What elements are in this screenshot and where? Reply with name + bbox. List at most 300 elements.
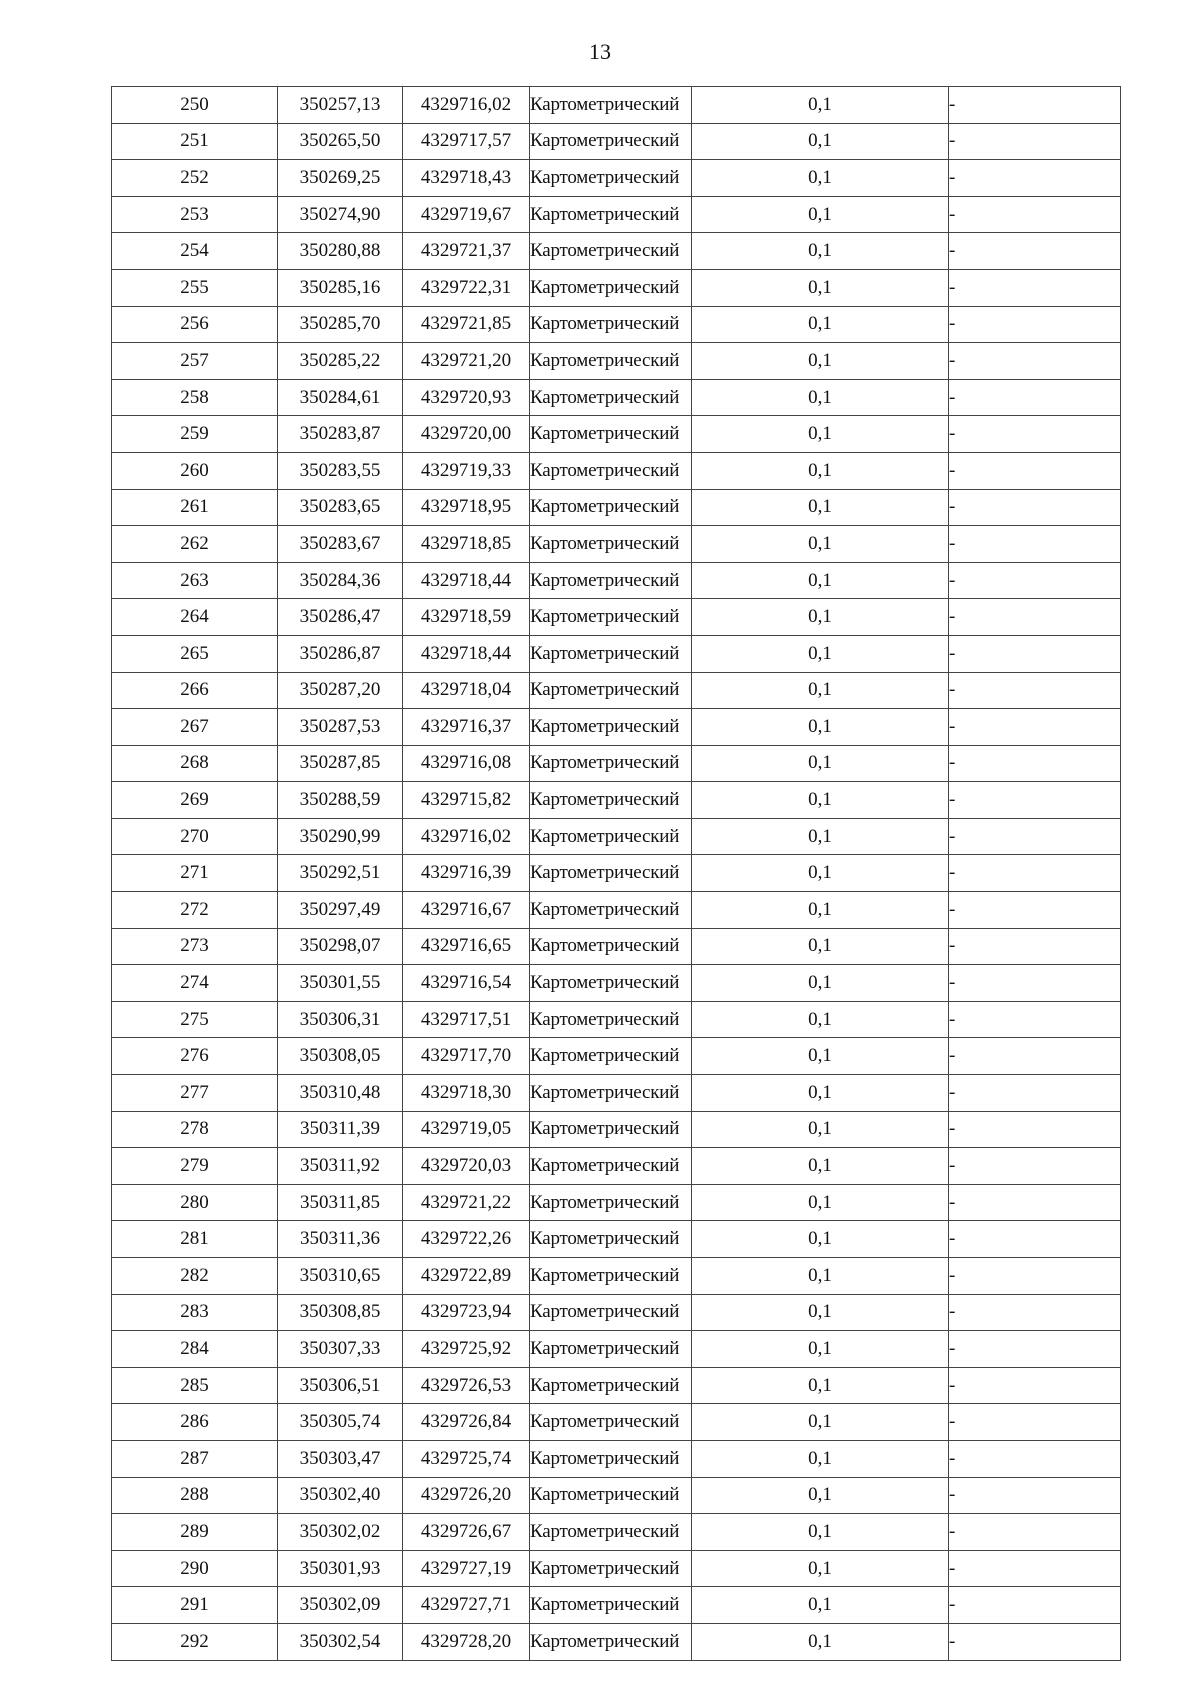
precision-cell: 0,1 [692,1111,949,1148]
description-cell: - [949,599,1121,636]
table-row [112,709,1121,746]
method-cell: Картометрический [530,928,692,965]
y-coordinate-cell: 4329718,85 [403,526,530,563]
y-coordinate-cell: 4329716,02 [403,818,530,855]
table-row [112,1587,1121,1624]
point-number-cell: 268 [112,745,278,782]
method-cell: Картометрический [530,1587,692,1624]
precision-cell: 0,1 [692,1550,949,1587]
x-coordinate-cell: 350305,74 [278,1404,403,1441]
point-number-cell: 287 [112,1440,278,1477]
point-number-cell: 264 [112,599,278,636]
precision-cell: 0,1 [692,343,949,380]
x-coordinate-cell: 350284,36 [278,562,403,599]
method-cell: Картометрический [530,1038,692,1075]
point-number-cell: 250 [112,87,278,124]
coordinates-table [111,86,1121,1661]
table-row [112,928,1121,965]
y-coordinate-cell: 4329722,31 [403,269,530,306]
precision-cell: 0,1 [692,745,949,782]
method-cell: Картометрический [530,306,692,343]
description-cell: - [949,1001,1121,1038]
method-cell: Картометрический [530,526,692,563]
table-row [112,1111,1121,1148]
x-coordinate-cell: 350285,70 [278,306,403,343]
point-number-cell: 281 [112,1221,278,1258]
description-cell: - [949,818,1121,855]
point-number-cell: 267 [112,709,278,746]
table-row [112,526,1121,563]
x-coordinate-cell: 350283,67 [278,526,403,563]
method-cell: Картометрический [530,233,692,270]
table-row [112,1331,1121,1368]
y-coordinate-cell: 4329721,20 [403,343,530,380]
x-coordinate-cell: 350302,02 [278,1514,403,1551]
y-coordinate-cell: 4329725,74 [403,1440,530,1477]
table-row [112,87,1121,124]
description-cell: - [949,1367,1121,1404]
description-cell: - [949,160,1121,197]
description-cell: - [949,1038,1121,1075]
method-cell: Картометрический [530,1514,692,1551]
method-cell: Картометрический [530,818,692,855]
method-cell: Картометрический [530,123,692,160]
table-row [112,416,1121,453]
y-coordinate-cell: 4329720,93 [403,379,530,416]
x-coordinate-cell: 350310,48 [278,1075,403,1112]
y-coordinate-cell: 4329716,39 [403,855,530,892]
method-cell: Картометрический [530,489,692,526]
precision-cell: 0,1 [692,1258,949,1295]
x-coordinate-cell: 350298,07 [278,928,403,965]
precision-cell: 0,1 [692,452,949,489]
point-number-cell: 274 [112,965,278,1002]
y-coordinate-cell: 4329719,67 [403,196,530,233]
description-cell: - [949,1514,1121,1551]
point-number-cell: 258 [112,379,278,416]
y-coordinate-cell: 4329720,00 [403,416,530,453]
description-cell: - [949,1294,1121,1331]
method-cell: Картометрический [530,745,692,782]
method-cell: Картометрический [530,1184,692,1221]
precision-cell: 0,1 [692,526,949,563]
description-cell: - [949,855,1121,892]
method-cell: Картометрический [530,452,692,489]
method-cell: Картометрический [530,1148,692,1185]
description-cell: - [949,343,1121,380]
description-cell: - [949,416,1121,453]
table-row [112,1550,1121,1587]
precision-cell: 0,1 [692,892,949,929]
x-coordinate-cell: 350283,55 [278,452,403,489]
description-cell: - [949,1148,1121,1185]
description-cell: - [949,1184,1121,1221]
method-cell: Картометрический [530,635,692,672]
precision-cell: 0,1 [692,269,949,306]
description-cell: - [949,1477,1121,1514]
method-cell: Картометрический [530,855,692,892]
method-cell: Картометрический [530,1258,692,1295]
method-cell: Картометрический [530,599,692,636]
x-coordinate-cell: 350308,85 [278,1294,403,1331]
table-row [112,745,1121,782]
point-number-cell: 280 [112,1184,278,1221]
x-coordinate-cell: 350306,51 [278,1367,403,1404]
description-cell: - [949,269,1121,306]
point-number-cell: 254 [112,233,278,270]
description-cell: - [949,1404,1121,1441]
point-number-cell: 288 [112,1477,278,1514]
table-row [112,269,1121,306]
method-cell: Картометрический [530,1404,692,1441]
description-cell: - [949,196,1121,233]
table-row [112,489,1121,526]
y-coordinate-cell: 4329721,37 [403,233,530,270]
x-coordinate-cell: 350311,85 [278,1184,403,1221]
x-coordinate-cell: 350308,05 [278,1038,403,1075]
y-coordinate-cell: 4329721,85 [403,306,530,343]
method-cell: Картометрический [530,196,692,233]
method-cell: Картометрический [530,1294,692,1331]
point-number-cell: 276 [112,1038,278,1075]
method-cell: Картометрический [530,1111,692,1148]
precision-cell: 0,1 [692,1477,949,1514]
y-coordinate-cell: 4329718,04 [403,672,530,709]
y-coordinate-cell: 4329718,44 [403,635,530,672]
precision-cell: 0,1 [692,379,949,416]
point-number-cell: 289 [112,1514,278,1551]
x-coordinate-cell: 350302,09 [278,1587,403,1624]
point-number-cell: 291 [112,1587,278,1624]
y-coordinate-cell: 4329721,22 [403,1184,530,1221]
description-cell: - [949,928,1121,965]
x-coordinate-cell: 350287,53 [278,709,403,746]
precision-cell: 0,1 [692,123,949,160]
y-coordinate-cell: 4329726,67 [403,1514,530,1551]
table-row [112,1623,1121,1660]
y-coordinate-cell: 4329716,65 [403,928,530,965]
x-coordinate-cell: 350286,47 [278,599,403,636]
point-number-cell: 278 [112,1111,278,1148]
x-coordinate-cell: 350297,49 [278,892,403,929]
point-number-cell: 263 [112,562,278,599]
method-cell: Картометрический [530,160,692,197]
point-number-cell: 277 [112,1075,278,1112]
description-cell: - [949,379,1121,416]
description-cell: - [949,892,1121,929]
x-coordinate-cell: 350285,16 [278,269,403,306]
point-number-cell: 285 [112,1367,278,1404]
y-coordinate-cell: 4329718,43 [403,160,530,197]
point-number-cell: 257 [112,343,278,380]
description-cell: - [949,123,1121,160]
description-cell: - [949,526,1121,563]
precision-cell: 0,1 [692,489,949,526]
x-coordinate-cell: 350265,50 [278,123,403,160]
table-row [112,1001,1121,1038]
x-coordinate-cell: 350286,87 [278,635,403,672]
precision-cell: 0,1 [692,1221,949,1258]
x-coordinate-cell: 350311,39 [278,1111,403,1148]
x-coordinate-cell: 350301,55 [278,965,403,1002]
y-coordinate-cell: 4329716,02 [403,87,530,124]
x-coordinate-cell: 350284,61 [278,379,403,416]
y-coordinate-cell: 4329722,26 [403,1221,530,1258]
description-cell: - [949,233,1121,270]
description-cell: - [949,1331,1121,1368]
table-row [112,892,1121,929]
point-number-cell: 262 [112,526,278,563]
x-coordinate-cell: 350280,88 [278,233,403,270]
table-row [112,123,1121,160]
description-cell: - [949,1221,1121,1258]
method-cell: Картометрический [530,343,692,380]
y-coordinate-cell: 4329726,20 [403,1477,530,1514]
precision-cell: 0,1 [692,160,949,197]
precision-cell: 0,1 [692,1623,949,1660]
description-cell: - [949,452,1121,489]
point-number-cell: 290 [112,1550,278,1587]
method-cell: Картометрический [530,1221,692,1258]
x-coordinate-cell: 350287,85 [278,745,403,782]
precision-cell: 0,1 [692,1440,949,1477]
x-coordinate-cell: 350306,31 [278,1001,403,1038]
point-number-cell: 255 [112,269,278,306]
description-cell: - [949,1440,1121,1477]
y-coordinate-cell: 4329717,70 [403,1038,530,1075]
x-coordinate-cell: 350283,87 [278,416,403,453]
method-cell: Картометрический [530,1550,692,1587]
precision-cell: 0,1 [692,562,949,599]
point-number-cell: 252 [112,160,278,197]
x-coordinate-cell: 350288,59 [278,782,403,819]
point-number-cell: 275 [112,1001,278,1038]
point-number-cell: 292 [112,1623,278,1660]
y-coordinate-cell: 4329718,95 [403,489,530,526]
precision-cell: 0,1 [692,233,949,270]
x-coordinate-cell: 350292,51 [278,855,403,892]
x-coordinate-cell: 350285,22 [278,343,403,380]
table-row [112,599,1121,636]
x-coordinate-cell: 350311,92 [278,1148,403,1185]
precision-cell: 0,1 [692,635,949,672]
coordinates-table-body [112,87,1121,1661]
point-number-cell: 284 [112,1331,278,1368]
precision-cell: 0,1 [692,1294,949,1331]
precision-cell: 0,1 [692,818,949,855]
x-coordinate-cell: 350274,90 [278,196,403,233]
method-cell: Картометрический [530,965,692,1002]
x-coordinate-cell: 350301,93 [278,1550,403,1587]
precision-cell: 0,1 [692,855,949,892]
method-cell: Картометрический [530,1440,692,1477]
point-number-cell: 251 [112,123,278,160]
method-cell: Картометрический [530,1367,692,1404]
description-cell: - [949,745,1121,782]
point-number-cell: 269 [112,782,278,819]
table-row [112,1038,1121,1075]
method-cell: Картометрический [530,379,692,416]
y-coordinate-cell: 4329718,59 [403,599,530,636]
table-row [112,1221,1121,1258]
precision-cell: 0,1 [692,1331,949,1368]
table-row [112,818,1121,855]
x-coordinate-cell: 350269,25 [278,160,403,197]
point-number-cell: 271 [112,855,278,892]
point-number-cell: 256 [112,306,278,343]
table-row [112,379,1121,416]
point-number-cell: 279 [112,1148,278,1185]
table-row [112,1477,1121,1514]
y-coordinate-cell: 4329716,37 [403,709,530,746]
method-cell: Картометрический [530,1331,692,1368]
table-row [112,1514,1121,1551]
description-cell: - [949,1258,1121,1295]
point-number-cell: 260 [112,452,278,489]
precision-cell: 0,1 [692,965,949,1002]
y-coordinate-cell: 4329718,44 [403,562,530,599]
precision-cell: 0,1 [692,1001,949,1038]
x-coordinate-cell: 350302,54 [278,1623,403,1660]
precision-cell: 0,1 [692,599,949,636]
description-cell: - [949,782,1121,819]
point-number-cell: 253 [112,196,278,233]
point-number-cell: 273 [112,928,278,965]
table-row [112,672,1121,709]
table-row [112,452,1121,489]
method-cell: Картометрический [530,1001,692,1038]
method-cell: Картометрический [530,1623,692,1660]
precision-cell: 0,1 [692,782,949,819]
precision-cell: 0,1 [692,1184,949,1221]
precision-cell: 0,1 [692,87,949,124]
y-coordinate-cell: 4329716,67 [403,892,530,929]
y-coordinate-cell: 4329715,82 [403,782,530,819]
table-row [112,1148,1121,1185]
point-number-cell: 261 [112,489,278,526]
x-coordinate-cell: 350290,99 [278,818,403,855]
y-coordinate-cell: 4329726,53 [403,1367,530,1404]
point-number-cell: 283 [112,1294,278,1331]
y-coordinate-cell: 4329720,03 [403,1148,530,1185]
table-row [112,782,1121,819]
description-cell: - [949,489,1121,526]
precision-cell: 0,1 [692,1514,949,1551]
precision-cell: 0,1 [692,196,949,233]
x-coordinate-cell: 350283,65 [278,489,403,526]
x-coordinate-cell: 350287,20 [278,672,403,709]
description-cell: - [949,635,1121,672]
y-coordinate-cell: 4329718,30 [403,1075,530,1112]
table-row [112,233,1121,270]
y-coordinate-cell: 4329717,51 [403,1001,530,1038]
table-row [112,1440,1121,1477]
precision-cell: 0,1 [692,709,949,746]
method-cell: Картометрический [530,562,692,599]
y-coordinate-cell: 4329716,54 [403,965,530,1002]
description-cell: - [949,1587,1121,1624]
x-coordinate-cell: 350307,33 [278,1331,403,1368]
y-coordinate-cell: 4329717,57 [403,123,530,160]
table-row [112,1294,1121,1331]
y-coordinate-cell: 4329726,84 [403,1404,530,1441]
description-cell: - [949,1623,1121,1660]
precision-cell: 0,1 [692,1148,949,1185]
y-coordinate-cell: 4329719,33 [403,452,530,489]
table-row [112,1367,1121,1404]
precision-cell: 0,1 [692,416,949,453]
method-cell: Картометрический [530,416,692,453]
table-row [112,1184,1121,1221]
method-cell: Картометрический [530,87,692,124]
x-coordinate-cell: 350257,13 [278,87,403,124]
x-coordinate-cell: 350303,47 [278,1440,403,1477]
precision-cell: 0,1 [692,1367,949,1404]
method-cell: Картометрический [530,892,692,929]
y-coordinate-cell: 4329725,92 [403,1331,530,1368]
precision-cell: 0,1 [692,672,949,709]
point-number-cell: 259 [112,416,278,453]
table-row [112,343,1121,380]
table-row [112,306,1121,343]
description-cell: - [949,1075,1121,1112]
description-cell: - [949,562,1121,599]
table-row [112,1258,1121,1295]
description-cell: - [949,1111,1121,1148]
table-row [112,965,1121,1002]
x-coordinate-cell: 350311,36 [278,1221,403,1258]
table-row [112,160,1121,197]
method-cell: Картометрический [530,1477,692,1514]
table-row [112,855,1121,892]
y-coordinate-cell: 4329716,08 [403,745,530,782]
table-row [112,562,1121,599]
table-row [112,1404,1121,1441]
precision-cell: 0,1 [692,1587,949,1624]
table-row [112,635,1121,672]
description-cell: - [949,709,1121,746]
x-coordinate-cell: 350310,65 [278,1258,403,1295]
description-cell: - [949,965,1121,1002]
point-number-cell: 265 [112,635,278,672]
y-coordinate-cell: 4329727,19 [403,1550,530,1587]
description-cell: - [949,87,1121,124]
description-cell: - [949,672,1121,709]
precision-cell: 0,1 [692,1404,949,1441]
point-number-cell: 272 [112,892,278,929]
method-cell: Картометрический [530,672,692,709]
method-cell: Картометрический [530,782,692,819]
point-number-cell: 266 [112,672,278,709]
method-cell: Картометрический [530,1075,692,1112]
point-number-cell: 286 [112,1404,278,1441]
point-number-cell: 282 [112,1258,278,1295]
description-cell: - [949,306,1121,343]
description-cell: - [949,1550,1121,1587]
precision-cell: 0,1 [692,1075,949,1112]
precision-cell: 0,1 [692,306,949,343]
method-cell: Картометрический [530,709,692,746]
table-row [112,196,1121,233]
page-number: 13 [589,39,611,64]
y-coordinate-cell: 4329723,94 [403,1294,530,1331]
y-coordinate-cell: 4329727,71 [403,1587,530,1624]
x-coordinate-cell: 350302,40 [278,1477,403,1514]
method-cell: Картометрический [530,269,692,306]
y-coordinate-cell: 4329728,20 [403,1623,530,1660]
y-coordinate-cell: 4329719,05 [403,1111,530,1148]
table-row [112,1075,1121,1112]
